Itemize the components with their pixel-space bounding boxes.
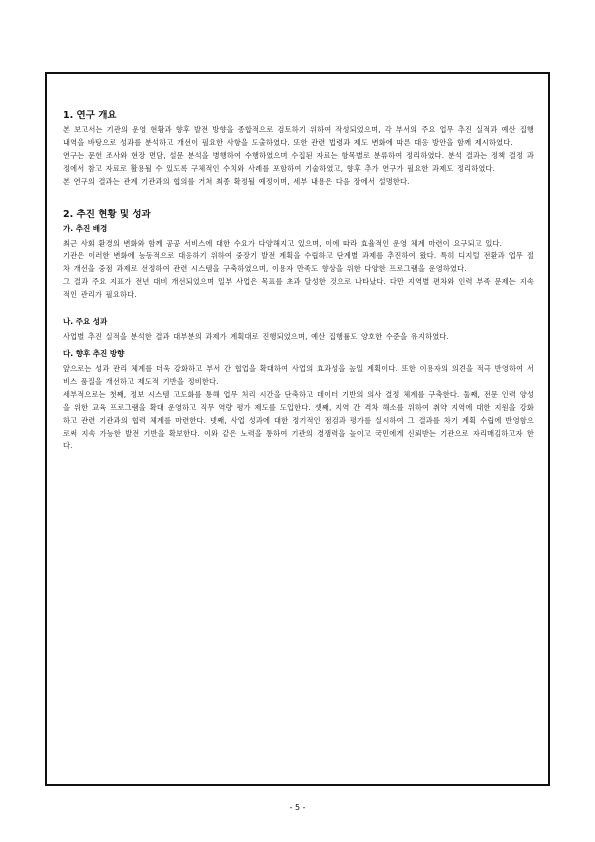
- sub-heading: 다. 향후 추진 방향: [63, 348, 125, 358]
- page-frame: [45, 72, 550, 786]
- body-paragraph: 앞으로는 성과 관리 체계를 더욱 강화하고 부서 간 협업을 확대하여 사업의 효과성을 높일 계획이다. 또한 이용자의 의견을 적극 반영하여 서비스 품질을 개선하고 제도적 기반을 정비한다.: [63, 363, 534, 386]
- sub-heading: 나. 주요 성과: [63, 317, 108, 327]
- body-paragraph: 기관은 이러한 변화에 능동적으로 대응하기 위하여 중장기 발전 계획을 수립하고 단계별 과제를 추진하여 왔다. 특히 디지털 전환과 업무 절차 개선을 중점 과제로 선정하여 관련 시스템을 구축하였으며, 이용자 만족도 향상을 위한 다양한 프로그램을 운영하였다.: [63, 251, 534, 274]
- body-paragraph: 연구는 문헌 조사와 현장 면담, 설문 분석을 병행하여 수행하였으며 수집된 자료는 항목별로 분류하여 정리하였다. 분석 결과는 정책 결정 과정에서 참고 자료로 활용될 수 있도록 구체적인 수치와 사례를 포함하여 기술하였고, 향후 추가 연구가 필요한 과제도 정리하였다.: [63, 150, 534, 173]
- page-number: - 5 -: [289, 803, 306, 812]
- body-paragraph: 최근 사회 환경의 변화와 함께 공공 서비스에 대한 수요가 다양해지고 있으며, 이에 따라 효율적인 운영 체계 마련이 요구되고 있다.: [63, 238, 503, 248]
- section-heading: 2. 추진 현황 및 성과: [63, 208, 151, 220]
- body-paragraph: 사업별 추진 실적을 분석한 결과 대부분의 과제가 계획대로 진행되었으며, 예산 집행률도 양호한 수준을 유지하였다.: [63, 332, 450, 342]
- body-paragraph: 본 보고서는 기관의 운영 현황과 향후 발전 방향을 종합적으로 검토하기 위하여 작성되었으며, 각 부서의 주요 업무 추진 실적과 예산 집행 내역을 바탕으로 성과를 분석하고 개선이 필요한 사항을 도출하였다. 또한 관련 법령과 제도 변화에 따른 대응 방안을 함께 제시하였다.: [63, 125, 534, 147]
- body-paragraph: 본 연구의 결과는 관계 기관과의 협의를 거쳐 최종 확정될 예정이며, 세부 내용은 다음 장에서 설명한다.: [63, 176, 410, 186]
- sub-heading: 가. 추진 배경: [63, 223, 108, 233]
- section-heading: 1. 연구 개요: [63, 110, 117, 121]
- body-paragraph: 세부적으로는 첫째, 정보 시스템 고도화를 통해 업무 처리 시간을 단축하고 데이터 기반의 의사 결정 체계를 구축한다. 둘째, 전문 인력 양성을 위한 교육 프로그램을 확대 운영하고 직무 역량 평가 제도를 도입한다. 셋째, 지역 간 격차 해소를 위하여 취약 지역에 대한 지원을 강화하고 관련 기관과의 협력 체계를 마련한다. 넷째, 사업 성과에 대한 정기적인 점검과 평가를 실시하여 그 결과를 차기 계획 수립에 반영함으로써 지속 가능한 발전 기반을 확보한다. 이와 같은 노력을 통하여 기관의 경쟁력을 높이고 국민에게 신뢰받는 기관으로 자리매김하고자 한다.: [63, 389, 534, 451]
- body-paragraph: 그 결과 주요 지표가 전년 대비 개선되었으며 일부 사업은 목표를 초과 달성한 것으로 나타났다. 다만 지역별 편차와 인력 부족 문제는 지속적인 관리가 필요하다.: [63, 277, 534, 300]
